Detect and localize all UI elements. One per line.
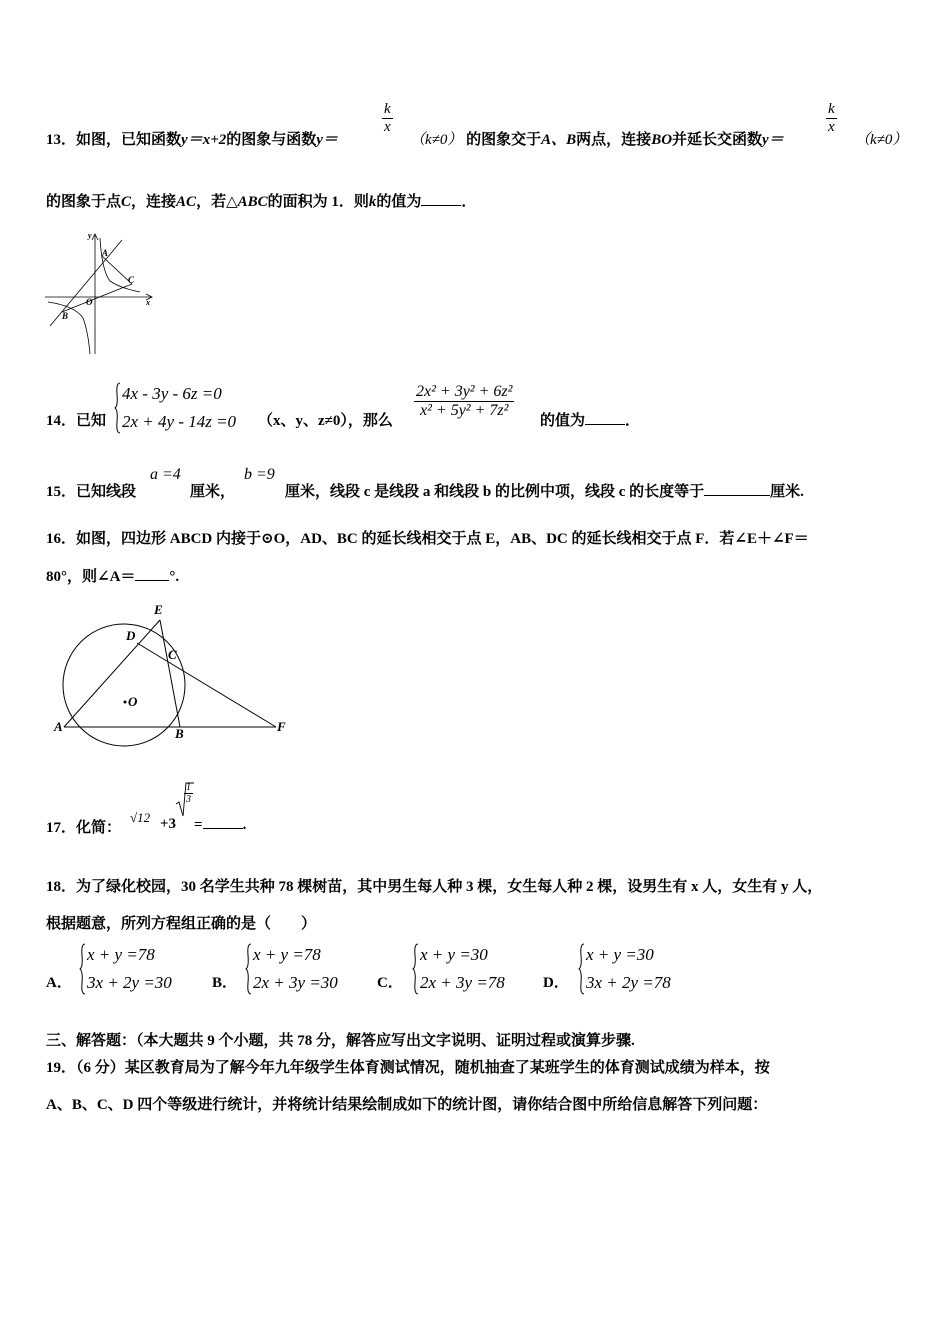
line-be <box>160 620 180 727</box>
q13-number: 13． <box>46 132 77 148</box>
q14-eq2: 2x + 4y - 14z =0 <box>122 412 237 431</box>
option-a-system[interactable]: x + y =78 3x + 2y =30 <box>87 941 172 997</box>
q16-answer-blank <box>135 568 169 581</box>
q16-line2: 80°，则∠A＝ °. <box>46 569 180 585</box>
option-d-label[interactable]: D． <box>543 975 569 991</box>
brace-icon <box>412 943 419 995</box>
line-ae <box>64 620 160 727</box>
segment-bc <box>62 284 132 312</box>
q19-line1: 19．（6 分）某区教育局为了解今年九年级学生体育测试情况，随机抽查了某班学生的体育测试成绩为样本，按 <box>46 1060 770 1076</box>
q15-a-expr: a =4 <box>150 466 181 483</box>
label-y: y <box>88 231 92 240</box>
line-df <box>137 643 276 727</box>
label-f: F <box>277 719 286 734</box>
q17-fraction: $\frac{1}{3}$ <box>186 782 191 805</box>
label-a: A <box>54 719 63 734</box>
option-b-label[interactable]: B． <box>212 975 238 991</box>
q13-graph-figure <box>40 226 165 358</box>
q14-fraction: $\frac{\text{2x² + 3y² + 6z²}}{\text{x² + 5y² + 7z²}}$ <box>416 383 513 419</box>
label-o: O <box>86 297 93 307</box>
label-x: x <box>146 298 150 307</box>
q15-number: 15．已知线段 <box>46 484 137 500</box>
q17-answer-blank <box>203 816 243 829</box>
q15-answer-blank <box>704 483 770 496</box>
label-b: B <box>62 311 69 321</box>
q18-line1: 18．为了绿化校园，30 名学生共种 78 棵树苗，其中男生每人种 3 棵，女生每人种 2 棵，设男生有 x 人，女生有 y 人， <box>46 879 823 895</box>
q14-tail: 的值为 ． <box>540 413 641 429</box>
label-c: C <box>128 275 135 285</box>
option-c-label[interactable]: C． <box>377 975 403 991</box>
brace-icon <box>245 943 252 995</box>
option-d-system[interactable]: x + y =30 3x + 2y =78 <box>586 941 671 997</box>
q15-b-expr: b =9 <box>244 466 275 483</box>
brace-icon <box>79 943 86 995</box>
label-b: B <box>175 726 184 741</box>
q13-line1: 13．如图，已知函数y＝x+2的图象与函数y＝ <box>46 132 338 148</box>
q13-fraction-1: $\frac{k}{x}$ <box>384 101 391 135</box>
line-graph <box>50 240 122 326</box>
q19-line2: A、B、C、D 四个等级进行统计，并将统计结果绘制成如下的统计图，请你结合图中所给信息解答下列问题： <box>46 1097 768 1113</box>
option-a-label[interactable]: A． <box>46 975 72 991</box>
q17-tail: = . <box>194 817 247 833</box>
q15-text: 厘米，线段 c 是线段 a 和线段 b 的比例中项，线段 c 的长度等于 厘米. <box>285 484 804 500</box>
q13-fraction-2: $\frac{k}{x}$ <box>828 101 835 135</box>
brace-icon <box>578 943 585 995</box>
circle-o <box>63 624 185 746</box>
q18-line2: 根据题意，所列方程组正确的是（ ） <box>46 916 317 932</box>
label-c: C <box>168 647 177 662</box>
brace-icon <box>114 382 121 434</box>
q14-answer-blank <box>585 412 625 425</box>
q14-number: 14．已知 <box>46 413 107 429</box>
option-b-system[interactable]: x + y =78 2x + 3y =30 <box>253 941 338 997</box>
q13-line2: 的图象于点C，连接AC，若△ABC的面积为 1．则k的值为 ． <box>46 194 477 210</box>
q14-eq1: 4x - 3y - 6z =0 <box>122 384 222 403</box>
label-o: O <box>128 694 138 709</box>
q13-cond2: （k≠0） <box>855 132 908 148</box>
q16-circle-figure <box>50 598 295 768</box>
section-3-heading: 三、解答题：（本大题共 9 个小题，共 78 分，解答应写出文字说明、证明过程或演算步骤. <box>46 1033 635 1049</box>
q13-line1-rest: （k≠0） 的图象交于A、B两点，连接BO并延长交函数y＝ <box>410 132 784 148</box>
center-point <box>124 701 127 704</box>
q14-condition: （x、y、z≠0），那么 <box>258 413 393 429</box>
q17-sqrt12: √12 <box>130 810 151 825</box>
q14-equation-system <box>122 380 236 436</box>
option-c-system[interactable]: x + y =30 2x + 3y =78 <box>420 941 505 997</box>
hyperbola-branch-2 <box>48 302 90 354</box>
q17-plus: +3 <box>160 816 177 832</box>
label-e: E <box>154 602 163 617</box>
q16-line1: 16．如图，四边形 ABCD 内接于⊙O，AD、BC 的延长线相交于点 E，AB、DC 的延长线相交于点 F．若∠E＋∠F＝ <box>46 531 809 547</box>
q15-unit1: 厘米， <box>190 484 236 500</box>
label-d: D <box>126 628 136 643</box>
label-a: A <box>102 248 109 258</box>
q17-number: 17．化简： <box>46 820 122 836</box>
q13-answer-blank <box>421 193 461 206</box>
